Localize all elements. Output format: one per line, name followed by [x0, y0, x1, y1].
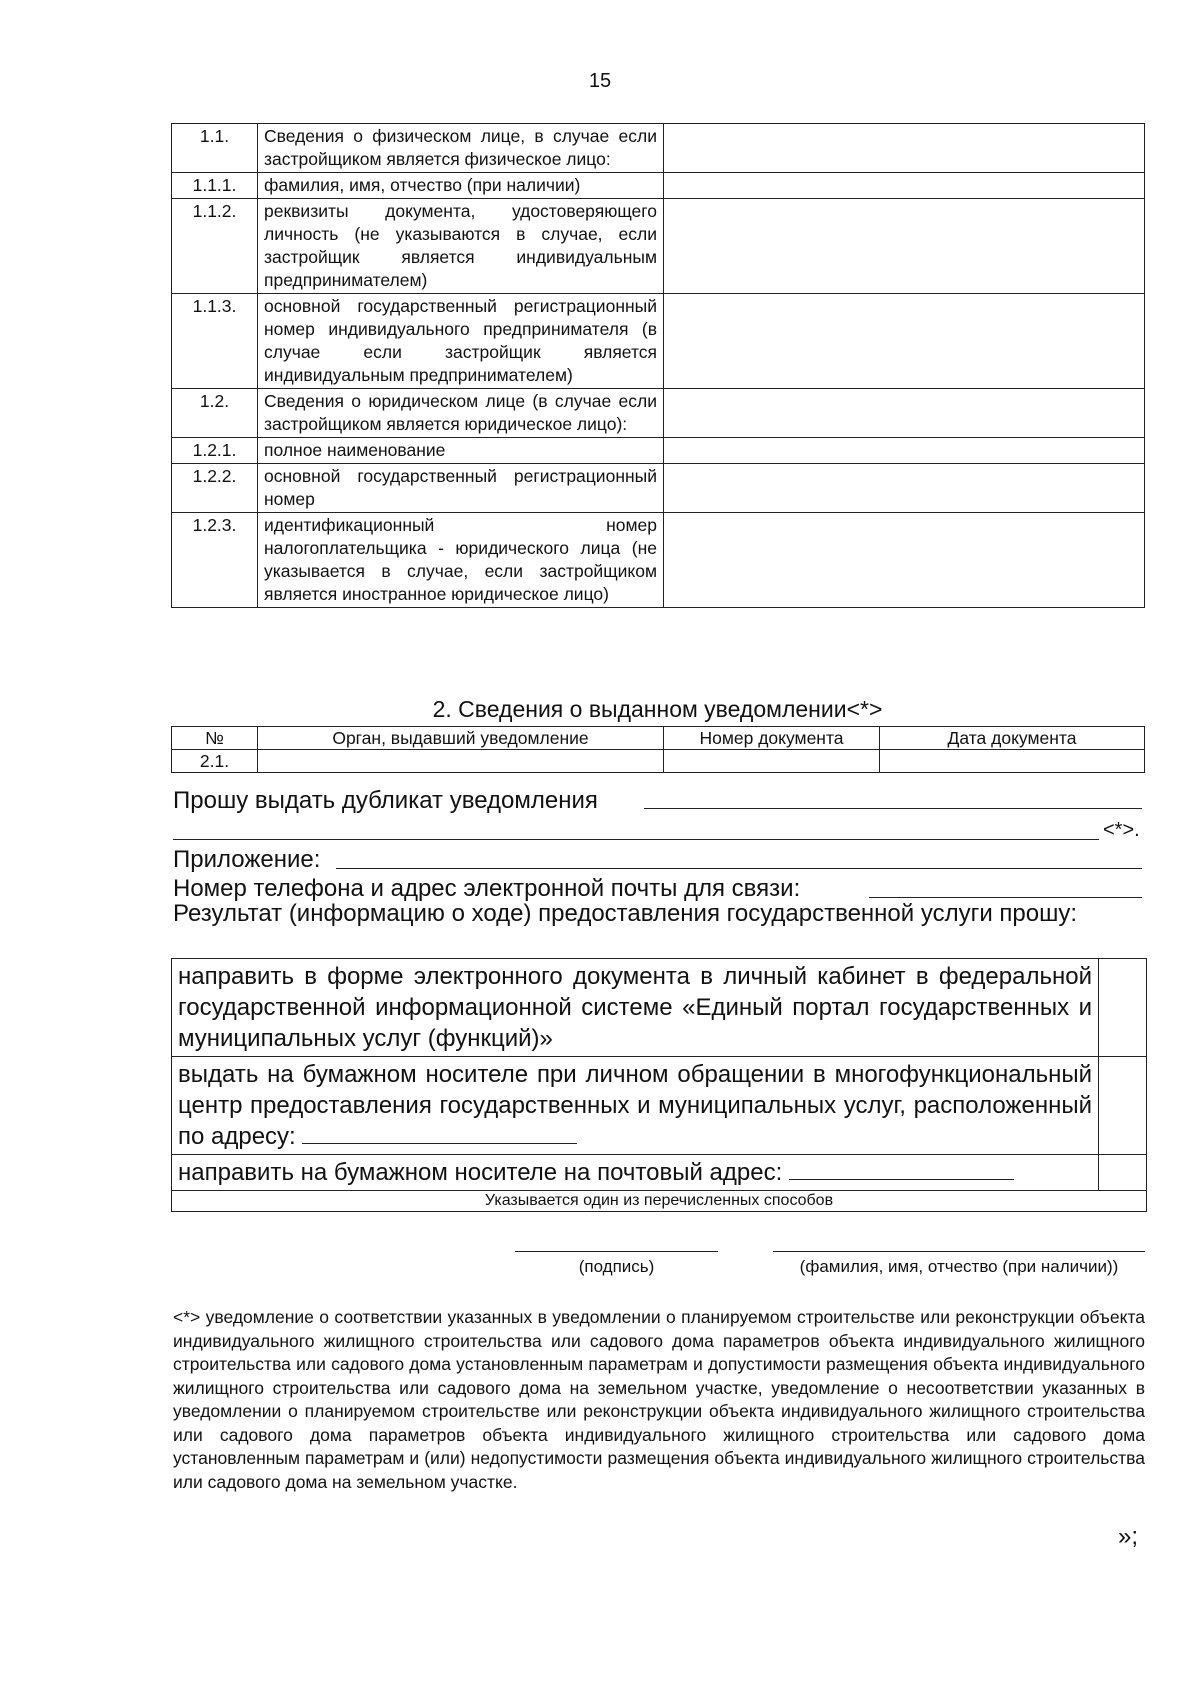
table-row: [172, 464, 1145, 513]
row-value-field[interactable]: [664, 173, 1145, 199]
delivery-options-table: [171, 958, 1147, 1212]
row-label: основной государственный регистрационный номер индивидуального предпринимателя (в случае если застройщик является индивидуальным предпринимателем): [258, 294, 664, 389]
page-number: 15: [588, 70, 612, 92]
table-row: [172, 199, 1145, 294]
duplicate-request-suffix: <*>.: [1103, 819, 1140, 841]
option-checkbox[interactable]: [1099, 959, 1147, 1057]
table-row: [172, 389, 1145, 438]
postal-address-field[interactable]: [789, 1157, 1014, 1180]
option-row: [172, 959, 1147, 1057]
row-number: 1.2.1.: [172, 438, 258, 464]
row-value-field[interactable]: [664, 199, 1145, 294]
header-document-number: Номер документа: [664, 727, 880, 750]
row-number: 1.2.3.: [172, 513, 258, 608]
row-number: 1.2.: [172, 389, 258, 438]
issued-notification-table: [171, 726, 1145, 773]
option-note-row: [172, 1191, 1147, 1212]
row-label: полное наименование: [258, 438, 664, 464]
option-checkbox[interactable]: [1099, 1155, 1147, 1191]
attachment-label: Приложение:: [173, 846, 321, 873]
duplicate-request-field-continuation[interactable]: [173, 839, 1099, 840]
footnote: <*> уведомление о соответствии указанных в уведомлении о планируемом строительстве или реконструкции объекта индивидуального жилищного строительства или садового дома параметров объекта индивидуального жилищного строительства или садового дома установленным параметрам и допустимости размещения объекта индивидуального жилищного строительства или садового дома на земельном участке, уведомление о несоответствии указанных в уведомлении о планируемом строительстве или реконструкции объекта индивидуального жилищного строительства или садового дома параметров объекта индивидуального жилищного строительства или садового дома установленным параметрам и (или) недопустимости размещения объекта индивидуального жилищного строительства или садового дома на земельном участке.: [173, 1307, 1145, 1492]
duplicate-request-label: Прошу выдать дубликат уведомления: [173, 787, 598, 814]
mfc-address-field[interactable]: [302, 1121, 577, 1144]
option-label: направить в форме электронного документа в личный кабинет в федеральной государственной информационной системе «Единый портал государственных и муниципальных услуг (функций)»: [172, 959, 1099, 1057]
signature-caption: (подпись): [578, 1257, 655, 1276]
header-document-date: Дата документа: [880, 727, 1145, 750]
table-row: [172, 173, 1145, 199]
duplicate-request-field[interactable]: [644, 808, 1142, 809]
option-label: [172, 1155, 1099, 1191]
row-label: фамилия, имя, отчество (при наличии): [258, 173, 664, 199]
row-number: 1.2.2.: [172, 464, 258, 513]
attachment-field[interactable]: [336, 868, 1142, 869]
row-label: основной государственный регистрационный номер: [258, 464, 664, 513]
section2-title: 2. Сведения о выданном уведомлении<*>: [432, 696, 883, 722]
contact-field[interactable]: [869, 897, 1142, 898]
row-value-field[interactable]: [664, 124, 1145, 173]
header-number: №: [172, 727, 258, 750]
header-organ: Орган, выдавший уведомление: [258, 727, 664, 750]
applicant-info-table: [171, 123, 1145, 608]
result-request-text: Результат (информацию о ходе) предоставления государственной услуги прошу:: [173, 900, 1078, 927]
signature-line[interactable]: [515, 1251, 718, 1252]
option-label-text: направить на бумажном носителе на почтовый адрес:: [178, 1159, 783, 1186]
contact-label: Номер телефона и адрес электронной почты для связи:: [173, 875, 801, 902]
row-value-field[interactable]: [664, 294, 1145, 389]
row-label: Сведения о юридическом лице (в случае если застройщиком является юридическое лицо):: [258, 389, 664, 438]
end-mark: »;: [1118, 1523, 1139, 1550]
table-row: [172, 750, 1145, 773]
row-value-field[interactable]: [664, 513, 1145, 608]
full-name-line[interactable]: [773, 1251, 1145, 1252]
full-name-caption: (фамилия, имя, отчество (при наличии)): [799, 1257, 1119, 1276]
option-checkbox[interactable]: [1099, 1057, 1147, 1155]
table-row: [172, 513, 1145, 608]
row-value-field[interactable]: [664, 464, 1145, 513]
row-label: Сведения о физическом лице, в случае если застройщиком является физическое лицо:: [258, 124, 664, 173]
row-label: идентификационный номер налогоплательщика - юридического лица (не указывается в случае, если застройщиком является иностранное юридическое лицо): [258, 513, 664, 608]
document-number-field[interactable]: [664, 750, 880, 773]
option-note: Указывается один из перечисленных способов: [172, 1191, 1147, 1212]
option-label: [172, 1057, 1099, 1155]
row-value-field[interactable]: [664, 389, 1145, 438]
table-row: [172, 124, 1145, 173]
table-row: [172, 438, 1145, 464]
document-date-field[interactable]: [880, 750, 1145, 773]
option-row: [172, 1155, 1147, 1191]
organ-field[interactable]: [258, 750, 664, 773]
table-row: [172, 294, 1145, 389]
row-number: 1.1.2.: [172, 199, 258, 294]
row-number: 2.1.: [172, 750, 258, 773]
row-number: 1.1.3.: [172, 294, 258, 389]
option-label-text: выдать на бумажном носителе при личном обращении в многофункциональный центр предоставления государственных и муниципальных услуг, расположенный по адресу:: [178, 1061, 1092, 1150]
row-label: реквизиты документа, удостоверяющего личность (не указываются в случае, если застройщик является индивидуальным предпринимателем): [258, 199, 664, 294]
row-number: 1.1.1.: [172, 173, 258, 199]
table-header-row: [172, 727, 1145, 750]
row-value-field[interactable]: [664, 438, 1145, 464]
row-number: 1.1.: [172, 124, 258, 173]
option-row: [172, 1057, 1147, 1155]
